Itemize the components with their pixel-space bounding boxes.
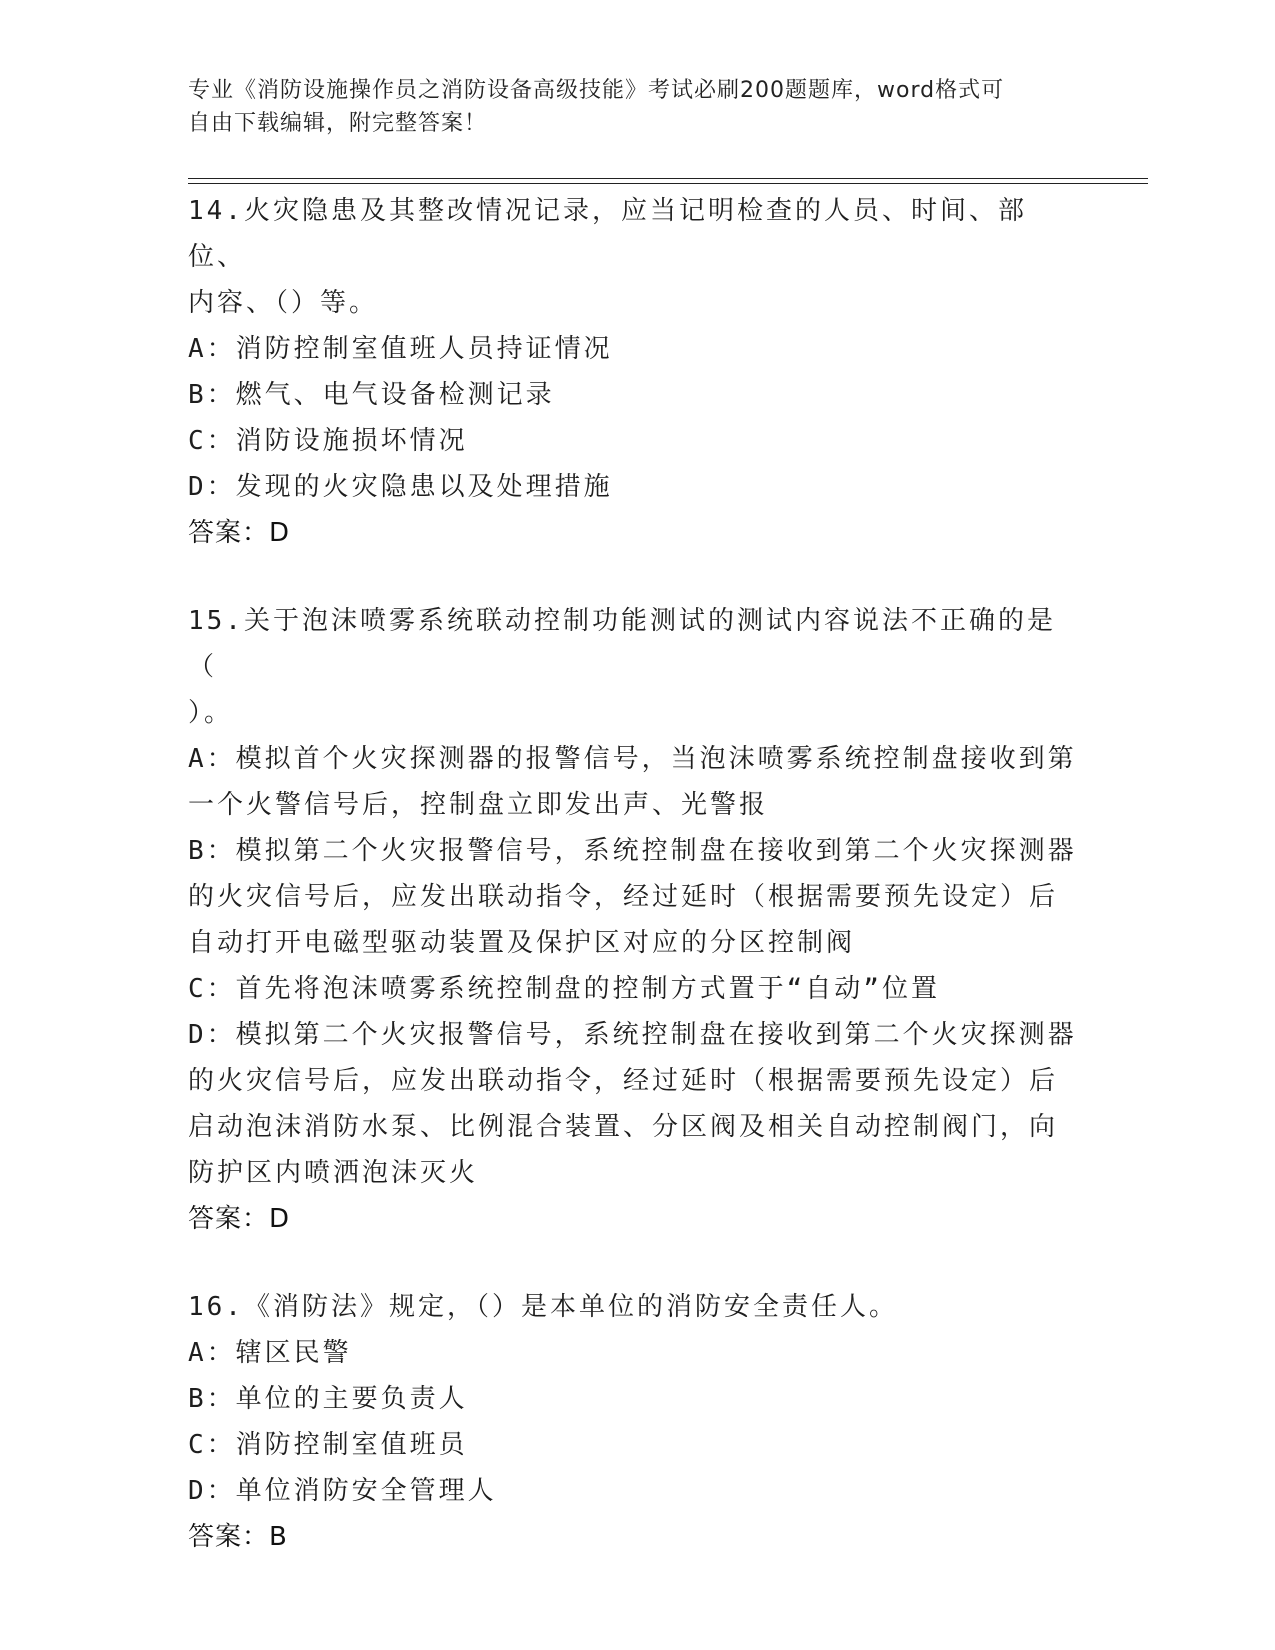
question-list	[188, 188, 1078, 1602]
option-line: 的火灾信号后，应发出联动指令，经过延时（根据需要预先设定）后	[188, 1066, 1059, 1096]
header-line-2: 自由下载编辑，附完整答案！	[188, 111, 488, 136]
option-line: 启动泡沫消防水泵、比例混合装置、分区阀及相关自动控制阀门，向	[188, 1112, 1059, 1142]
option-A	[188, 736, 1078, 828]
option-line: C：消防控制室值班员	[188, 1430, 468, 1460]
option-line: 一个火警信号后，控制盘立即发出声、光警报	[188, 790, 769, 820]
option-C	[188, 418, 1078, 464]
option-B	[188, 372, 1078, 418]
answer-label: 答案：D	[188, 1204, 291, 1234]
question-stem-line: 14.火灾隐患及其整改情况记录，应当记明检查的人员、时间、部位、	[188, 196, 1027, 272]
answer-label: 答案：B	[188, 1522, 288, 1552]
option-B	[188, 828, 1078, 966]
option-line: 自动打开电磁型驱动装置及保护区对应的分区控制阀	[188, 928, 856, 958]
option-line: A：消防控制室值班人员持证情况	[188, 334, 613, 364]
option-line: A：辖区民警	[188, 1338, 352, 1368]
option-line: B：模拟第二个火灾报警信号，系统控制盘在接收到第二个火灾探测器	[188, 836, 1077, 866]
question-14	[188, 188, 1078, 556]
option-line: D：单位消防安全管理人	[188, 1476, 497, 1506]
option-line: 的火灾信号后，应发出联动指令，经过延时（根据需要预先设定）后	[188, 882, 1059, 912]
question-stem-line: ）。	[188, 698, 234, 728]
option-line: B：单位的主要负责人	[188, 1384, 468, 1414]
document-header	[188, 74, 1068, 140]
question-stem-line: 15.关于泡沫喷雾系统联动控制功能测试的测试内容说法不正确的是（	[188, 606, 1056, 682]
question-stem-line: 内容、（）等。	[188, 288, 379, 318]
option-C	[188, 1422, 1078, 1468]
option-line: D：发现的火灾隐患以及处理措施	[188, 472, 613, 502]
answer-label: 答案：D	[188, 518, 291, 548]
question-16	[188, 1284, 1078, 1560]
option-line: 防护区内喷洒泡沫灭火	[188, 1158, 479, 1188]
option-line: C：首先将泡沫喷雾系统控制盘的控制方式置于“自动”位置	[188, 974, 940, 1004]
option-B	[188, 1376, 1078, 1422]
option-D	[188, 1012, 1078, 1196]
option-A	[188, 1330, 1078, 1376]
option-C	[188, 966, 1078, 1012]
option-line: B：燃气、电气设备检测记录	[188, 380, 555, 410]
option-line: A：模拟首个火灾探测器的报警信号，当泡沫喷雾系统控制盘接收到第	[188, 744, 1077, 774]
option-D	[188, 464, 1078, 510]
header-line-1: 专业《消防设施操作员之消防设备高级技能》考试必刷200题题库，word格式可	[188, 78, 1005, 103]
question-stem-line: 16.《消防法》规定，（）是本单位的消防安全责任人。	[188, 1292, 898, 1322]
option-A	[188, 326, 1078, 372]
header-divider-top	[188, 178, 1148, 179]
option-line: D：模拟第二个火灾报警信号，系统控制盘在接收到第二个火灾探测器	[188, 1020, 1077, 1050]
option-D	[188, 1468, 1078, 1514]
header-divider-bottom	[188, 183, 1148, 184]
question-15	[188, 598, 1078, 1242]
option-line: C：消防设施损坏情况	[188, 426, 468, 456]
